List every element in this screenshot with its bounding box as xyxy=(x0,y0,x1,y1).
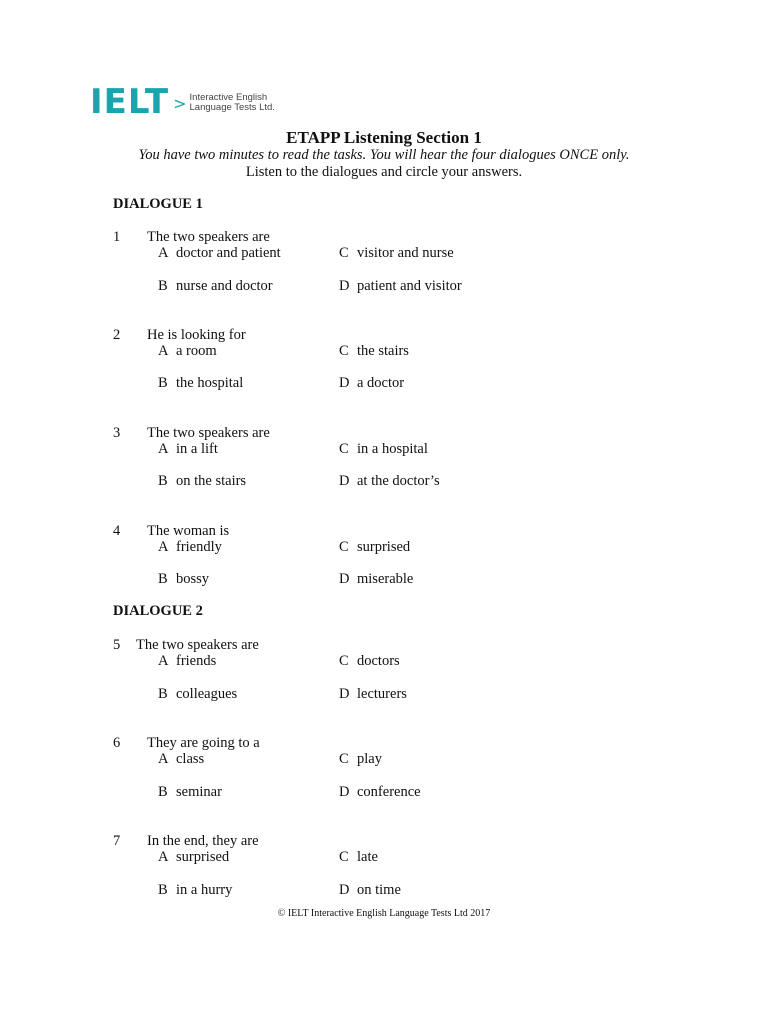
option-letter: D xyxy=(339,686,350,702)
option-letter: B xyxy=(158,784,168,800)
answer-option[interactable] xyxy=(158,539,222,556)
option-letter: A xyxy=(158,539,169,555)
question-stem: They are going to a xyxy=(147,735,260,751)
logo-brand: IELT xyxy=(90,82,170,122)
option-text: surprised xyxy=(176,849,230,865)
answer-option[interactable] xyxy=(339,245,454,262)
option-letter: B xyxy=(158,375,168,391)
option-letter: D xyxy=(339,473,350,489)
option-text: a doctor xyxy=(357,375,405,391)
answer-option[interactable] xyxy=(339,571,413,588)
ielt-logo xyxy=(90,84,275,120)
option-text: on time xyxy=(357,882,401,898)
option-text: the hospital xyxy=(176,375,244,391)
option-text: late xyxy=(357,849,378,865)
option-text: a room xyxy=(176,343,217,359)
option-letter: B xyxy=(158,278,168,294)
option-letter: B xyxy=(158,473,168,489)
option-text: at the doctor’s xyxy=(357,473,440,489)
instruction-plain: Listen to the dialogues and circle your answers. xyxy=(245,164,523,180)
question-number: 3 xyxy=(113,425,121,441)
question-number: 4 xyxy=(113,523,121,539)
option-letter: A xyxy=(158,441,169,457)
option-text: on the stairs xyxy=(176,473,247,489)
option-letter: B xyxy=(158,882,168,898)
option-letter: C xyxy=(339,653,349,669)
option-letter: A xyxy=(158,343,169,359)
option-letter: D xyxy=(339,571,350,587)
question-stem: He is looking for xyxy=(147,327,246,343)
question-number: 6 xyxy=(113,735,121,751)
option-letter: A xyxy=(158,245,169,261)
answer-option[interactable] xyxy=(339,473,440,490)
option-text: doctor and patient xyxy=(176,245,281,261)
option-letter: D xyxy=(339,278,350,294)
option-letter: C xyxy=(339,441,349,457)
option-text: visitor and nurse xyxy=(357,245,454,261)
question-number: 2 xyxy=(113,327,121,343)
option-text: doctors xyxy=(357,653,400,669)
answer-option[interactable] xyxy=(158,473,246,490)
question-stem: The woman is xyxy=(147,523,230,539)
option-letter: C xyxy=(339,245,349,261)
answer-option[interactable] xyxy=(158,751,204,768)
option-letter: A xyxy=(158,751,169,767)
option-text: lecturers xyxy=(357,686,407,702)
option-text: the stairs xyxy=(357,343,409,359)
option-text: in a hurry xyxy=(176,882,233,898)
answer-option[interactable] xyxy=(339,686,407,703)
option-letter: D xyxy=(339,882,350,898)
question-number: 1 xyxy=(113,229,121,245)
option-letter: C xyxy=(339,539,349,555)
answer-option[interactable] xyxy=(339,278,462,295)
question-number: 7 xyxy=(113,833,121,849)
option-letter: C xyxy=(339,343,349,359)
question-stem: The two speakers are xyxy=(136,637,259,653)
option-text: in a hospital xyxy=(357,441,428,457)
option-letter: B xyxy=(158,686,168,702)
option-letter: A xyxy=(158,849,169,865)
answer-option[interactable] xyxy=(339,784,421,801)
answer-option[interactable] xyxy=(158,571,209,588)
chevron-right-icon: > xyxy=(173,93,187,113)
answer-option[interactable] xyxy=(158,882,232,899)
answer-option[interactable] xyxy=(339,882,401,899)
answer-option[interactable] xyxy=(158,653,216,670)
option-text: bossy xyxy=(176,571,210,587)
logo-tagline xyxy=(190,93,275,113)
question-stem: In the end, they are xyxy=(147,833,259,849)
answer-option[interactable] xyxy=(339,653,400,670)
answer-option[interactable] xyxy=(339,375,404,392)
option-letter: D xyxy=(339,375,350,391)
answer-option[interactable] xyxy=(339,343,409,360)
dialogue-heading: DIALOGUE 1 xyxy=(113,196,203,212)
answer-option[interactable] xyxy=(158,784,222,801)
copyright-footer: © IELT Interactive English Language Tests Ltd 2017 xyxy=(277,908,491,919)
option-text: conference xyxy=(357,784,421,800)
option-letter: D xyxy=(339,784,350,800)
page-title: ETAPP Listening Section 1 xyxy=(286,128,482,147)
instruction-italic: You have two minutes to read the tasks. You will hear the four dialogues ONCE only. xyxy=(138,147,630,163)
answer-option[interactable] xyxy=(339,539,410,556)
option-text: miserable xyxy=(357,571,414,587)
option-text: surprised xyxy=(357,539,411,555)
option-text: colleagues xyxy=(176,686,238,702)
option-text: seminar xyxy=(176,784,222,800)
answer-option[interactable] xyxy=(158,375,243,392)
answer-option[interactable] xyxy=(339,441,428,458)
question-stem: The two speakers are xyxy=(147,425,270,441)
logo-tagline-line1: Interactive English xyxy=(189,92,268,103)
option-text: in a lift xyxy=(176,441,218,457)
answer-option[interactable] xyxy=(339,751,382,768)
option-letter: A xyxy=(158,653,169,669)
option-text: patient and visitor xyxy=(357,278,462,294)
logo-tagline-line2: Language Tests Ltd. xyxy=(189,102,275,113)
question-number: 5 xyxy=(113,637,121,653)
answer-option[interactable] xyxy=(158,343,217,360)
option-letter: C xyxy=(339,751,349,767)
option-text: nurse and doctor xyxy=(176,278,273,294)
dialogue-heading: DIALOGUE 2 xyxy=(113,603,203,619)
option-text: play xyxy=(357,751,382,767)
answer-option[interactable] xyxy=(158,245,281,262)
option-letter: B xyxy=(158,571,168,587)
option-text: friends xyxy=(176,653,217,669)
option-text: friendly xyxy=(176,539,222,555)
answer-option[interactable] xyxy=(158,278,273,295)
answer-option[interactable] xyxy=(339,849,378,866)
question-stem: The two speakers are xyxy=(147,229,270,245)
option-letter: C xyxy=(339,849,349,865)
answer-option[interactable] xyxy=(158,849,229,866)
option-text: class xyxy=(176,751,205,767)
answer-option[interactable] xyxy=(158,441,218,458)
answer-option[interactable] xyxy=(158,686,237,703)
